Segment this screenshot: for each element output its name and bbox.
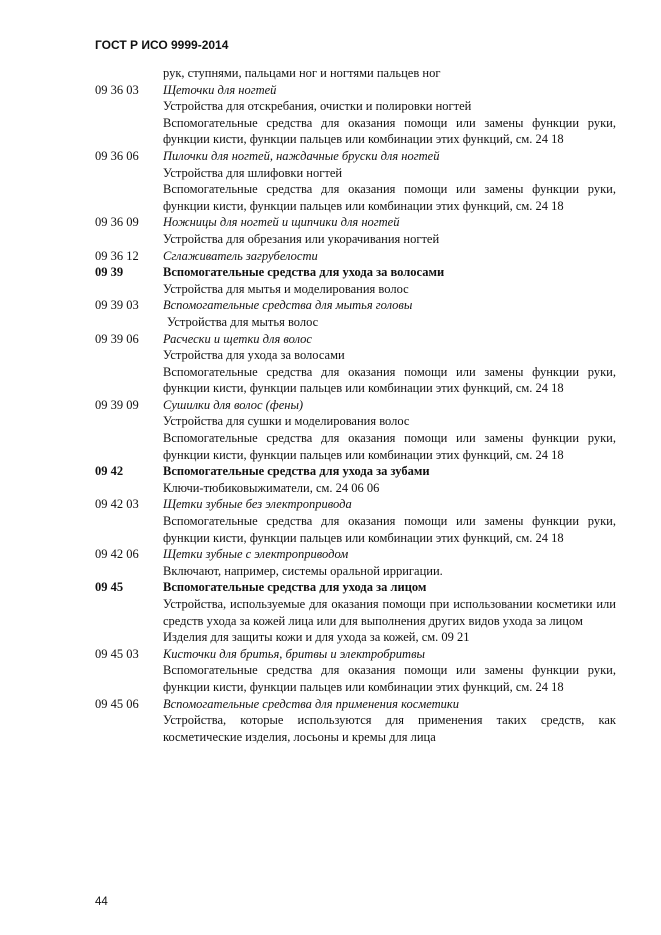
entry-code: 09 45 03 <box>95 646 139 661</box>
entry-code <box>95 629 163 646</box>
section-heading: Вспомогательные средства для ухода за волосами <box>163 265 445 280</box>
section-heading: Вспомогательные средства для ухода за лицом <box>163 580 427 595</box>
entry-code: 09 39 03 <box>95 298 139 313</box>
entry-code <box>95 596 163 629</box>
entry-code <box>95 98 163 115</box>
entry-description: Вспомогательные средства для оказания помощи или замены функции руки, функции кисти, функции пальцев или комбинации этих функций, см. 24 18 <box>163 663 616 694</box>
entry-title-row <box>95 297 616 314</box>
entry-description-row <box>95 712 616 745</box>
entry-code <box>95 712 163 745</box>
entry-code <box>95 281 163 298</box>
entry-description-row <box>95 596 616 629</box>
entry-description: Вспомогательные средства для оказания помощи или замены функции руки, функции кисти, функции пальцев или комбинации этих функций, см. 24 18 <box>163 431 616 462</box>
entry-description: Вспомогательные средства для оказания помощи или замены функции руки, функции кисти, функции пальцев или комбинации этих функций, см. 24 18 <box>163 115 616 147</box>
entry-title: Вспомогательные средства для применения косметики <box>163 696 459 711</box>
entry-code: 09 45 06 <box>95 696 139 711</box>
entry-description: Устройства для сушки и моделирования волос <box>163 414 410 429</box>
document-header: ГОСТ Р ИСО 9999-2014 <box>95 38 229 52</box>
entry-code: 09 36 12 <box>95 248 139 263</box>
entry-code <box>95 65 163 82</box>
entry-title: Расчески и щетки для волос <box>163 331 312 346</box>
entry-code <box>95 480 163 497</box>
entry-title: Ножницы для ногтей и щипчики для ногтей <box>163 215 400 230</box>
entry-description-row <box>95 281 616 298</box>
entry-code: 09 36 06 <box>95 148 139 163</box>
entry-description-row <box>95 314 616 331</box>
entry-title: Щеточки для ногтей <box>163 82 277 97</box>
entry-description-row <box>95 430 616 463</box>
entry-description: Устройства для шлифовки ногтей <box>163 165 343 180</box>
entry-title: Щетки зубные без электропривода <box>163 497 352 512</box>
entry-description-row <box>95 563 616 580</box>
entry-description-row <box>95 98 616 115</box>
entry-description: Устройства для отскребания, очистки и полировки ногтей <box>163 99 472 114</box>
entry-code: 09 39 09 <box>95 397 139 412</box>
entry-code <box>95 314 163 331</box>
entry-description-row <box>95 347 616 364</box>
entry-code: 09 42 06 <box>95 547 139 562</box>
entry-title-row <box>95 248 616 265</box>
entry-title: Сглаживатель загрубелости <box>163 248 318 263</box>
entry-title-row <box>95 148 616 165</box>
entry-title: Щетки зубные с электроприводом <box>163 547 349 562</box>
entry-code <box>95 413 163 430</box>
entry-description: Вспомогательные средства для оказания помощи или замены функции руки, функции кисти, функции пальцев или комбинации этих функций, см. 24 18 <box>163 514 616 545</box>
entry-title-row <box>95 397 616 414</box>
entry-description-row <box>95 181 616 214</box>
entry-title-row <box>95 214 616 231</box>
entry-code <box>95 231 163 248</box>
entry-description: Включают, например, системы оральной ирригации. <box>163 563 443 578</box>
entry-description: Вспомогательные средства для оказания помощи или замены функции руки, функции кисти, функции пальцев или комбинации этих функций, см. 24 18 <box>163 364 616 396</box>
entry-description-row <box>95 513 616 546</box>
entry-code <box>95 165 163 182</box>
entry-title: Сушилки для волос (фены) <box>163 397 304 412</box>
section-heading-row <box>95 264 616 281</box>
entry-description-row <box>95 364 616 397</box>
page-number: 44 <box>95 896 108 908</box>
entry-description: Устройства для ухода за волосами <box>163 348 345 363</box>
entry-code <box>95 430 163 463</box>
entry-code: 09 42 03 <box>95 497 139 512</box>
classification-entries <box>95 65 616 745</box>
entry-description-row <box>95 65 616 82</box>
section-heading: Вспомогательные средства для ухода за зубами <box>163 464 430 479</box>
section-heading-row <box>95 463 616 480</box>
entry-code: 09 36 03 <box>95 82 139 97</box>
entry-description: Устройства, используемые для оказания помощи при использовании косметики или средств ухода за кожей лица или для выполнения других видов ухода за лицом <box>163 597 616 628</box>
entry-description: Изделия для защиты кожи и для ухода за кожей, см. 09 21 <box>163 630 470 645</box>
entry-title-row <box>95 696 616 713</box>
entry-code: 09 42 <box>95 464 124 479</box>
entry-description-row <box>95 115 616 148</box>
entry-description-row <box>95 231 616 248</box>
entry-title: Кисточки для бритья, бритвы и электробритвы <box>163 646 425 661</box>
section-heading-row <box>95 579 616 596</box>
entry-description: Вспомогательные средства для оказания помощи или замены функции руки, функции кисти, функции пальцев или комбинации этих функций, см. 24 18 <box>163 182 616 213</box>
entry-title-row <box>95 496 616 513</box>
entry-code <box>95 347 163 364</box>
entry-code: 09 39 <box>95 265 124 280</box>
entry-code <box>95 115 163 148</box>
entry-title-row <box>95 646 616 663</box>
entry-description: рук, ступнями, пальцами ног и ногтями пальцев ног <box>163 66 441 80</box>
entry-description: Ключи-тюбиковыжиматели, см. 24 06 06 <box>163 480 380 495</box>
entry-code <box>95 364 163 397</box>
entry-description-row <box>95 629 616 646</box>
entry-title: Вспомогательные средства для мытья головы <box>163 298 413 313</box>
entry-code: 09 45 <box>95 580 124 595</box>
entry-code: 09 39 06 <box>95 331 139 346</box>
entry-title-row <box>95 331 616 348</box>
entry-description-row <box>95 662 616 695</box>
entry-description-row <box>95 413 616 430</box>
entry-description: Устройства для мытья волос <box>167 314 319 329</box>
entry-code <box>95 513 163 546</box>
entry-code <box>95 662 163 695</box>
entry-code: 09 36 09 <box>95 215 139 230</box>
entry-title-row <box>95 546 616 563</box>
entry-description-row <box>95 480 616 497</box>
entry-title-row <box>95 82 616 99</box>
entry-description: Устройства для мытья и моделирования волос <box>163 281 409 296</box>
entry-title: Пилочки для ногтей, наждачные бруски для ногтей <box>163 148 440 163</box>
entry-description-row <box>95 165 616 182</box>
entry-description: Устройства, которые используются для применения таких средств, как косметические изделия, лосьоны и кремы для лица <box>163 713 616 744</box>
entry-code <box>95 181 163 214</box>
entry-description: Устройства для обрезания или укорачивания ногтей <box>163 231 440 246</box>
entry-code <box>95 563 163 580</box>
